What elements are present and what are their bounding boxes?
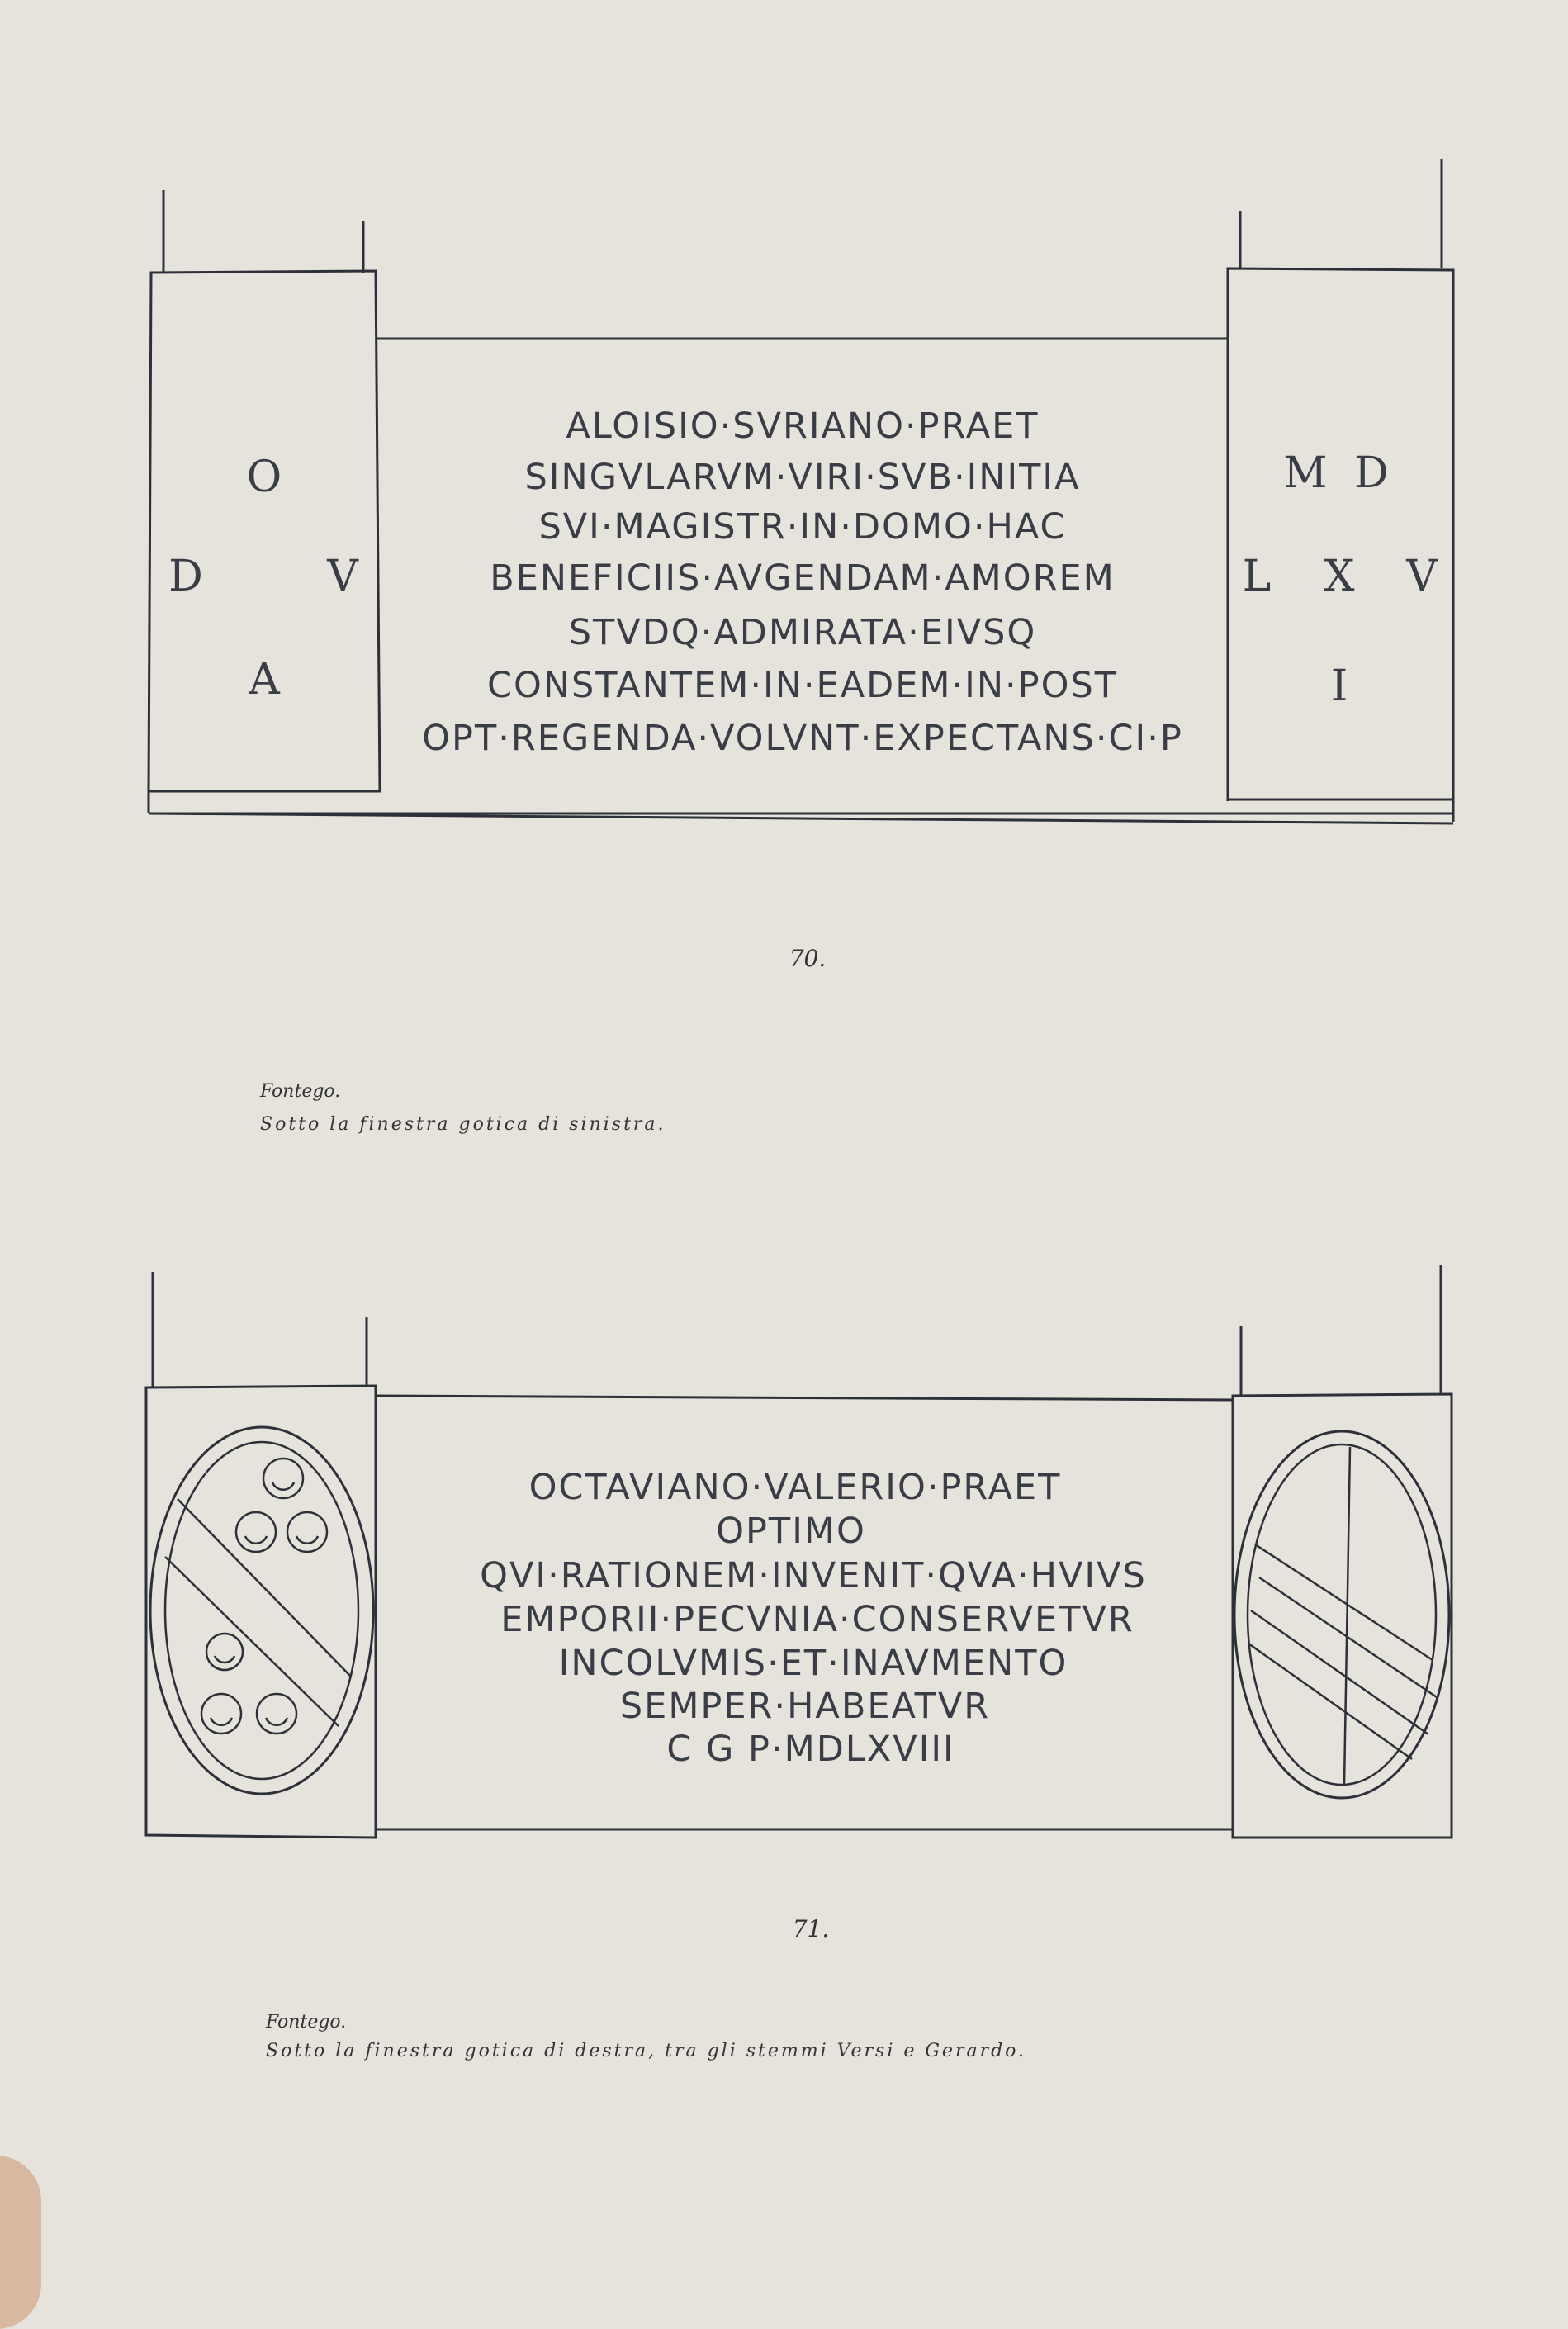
plate-71 <box>146 1265 1452 2061</box>
inscription-70-line-4: BENEFICIIS·AVGENDAM·AMOREM <box>490 557 1116 599</box>
right-panel-70 <box>1228 268 1453 799</box>
caption-place-70: Fontego. <box>260 1081 341 1102</box>
inscription-71-line-1: OCTAVIANO·VALERIO·PRAET <box>528 1467 1062 1508</box>
central-tablet-71 <box>376 1396 1233 1400</box>
caption-text-70: Sotto la finestra gotica di sinistra. <box>260 1114 666 1135</box>
inscription-71-line-4: EMPORII·PECVNIA·CONSERVETVR <box>500 1599 1135 1640</box>
right-letter-left: L <box>1242 552 1272 601</box>
inscription-70-line-2: SINGVLARVM·VIRI·SVB·INITIA <box>524 457 1081 498</box>
thumb-at-edge <box>0 2156 41 2329</box>
coat-of-arms-right-icon <box>1234 1431 1449 1798</box>
inscription-70-line-7: OPT·REGENDA·VOLVNT·EXPECTANS·CI·P <box>422 718 1183 759</box>
inscription-70-line-5: STVDQ·ADMIRATA·EIVSQ <box>568 612 1037 653</box>
inscription-70-line-3: SVI·MAGISTR·IN·DOMO·HAC <box>538 506 1067 548</box>
right-panel-71 <box>1233 1394 1452 1838</box>
inscription-71-line-5: INCOLVMIS·ET·INAVMENTO <box>558 1643 1068 1684</box>
inscription-71-line-6: SEMPER·HABEATVR <box>619 1686 991 1727</box>
coat-of-arms-left-icon <box>150 1427 373 1794</box>
plate-70 <box>149 159 1453 1135</box>
inscription-71-line-3: QVI·RATIONEM·INVENIT·QVA·HVIVS <box>480 1555 1147 1596</box>
plate-number-70: 70. <box>789 945 827 972</box>
inscription-70-line-6: CONSTANTEM·IN·EADEM·IN·POST <box>486 665 1119 706</box>
inscription-71-line-7: C G P·MDLXVIII <box>666 1729 955 1770</box>
inscription-71-line-2: OPTIMO <box>716 1511 866 1552</box>
caption-text-71: Sotto la finestra gotica di destra, tra gli stemmi Versi e Gerardo. <box>266 2041 1027 2061</box>
left-letter-bottom: A <box>249 655 280 704</box>
right-letters-top: M D <box>1283 448 1395 498</box>
right-letter-middle: X <box>1324 552 1355 601</box>
inscription-70-line-1: ALOISIO·SVRIANO·PRAET <box>566 406 1040 447</box>
right-letter-right: V <box>1406 552 1438 601</box>
plate-number-71: 71. <box>792 1915 830 1942</box>
left-letter-top: O <box>246 453 282 502</box>
left-panel-71 <box>146 1386 376 1838</box>
left-panel-70 <box>149 271 380 791</box>
left-letter-right: V <box>327 552 358 601</box>
left-letter-left: D <box>168 552 203 601</box>
caption-place-71: Fontego. <box>266 2012 347 2033</box>
right-letter-bottom: I <box>1330 662 1348 711</box>
